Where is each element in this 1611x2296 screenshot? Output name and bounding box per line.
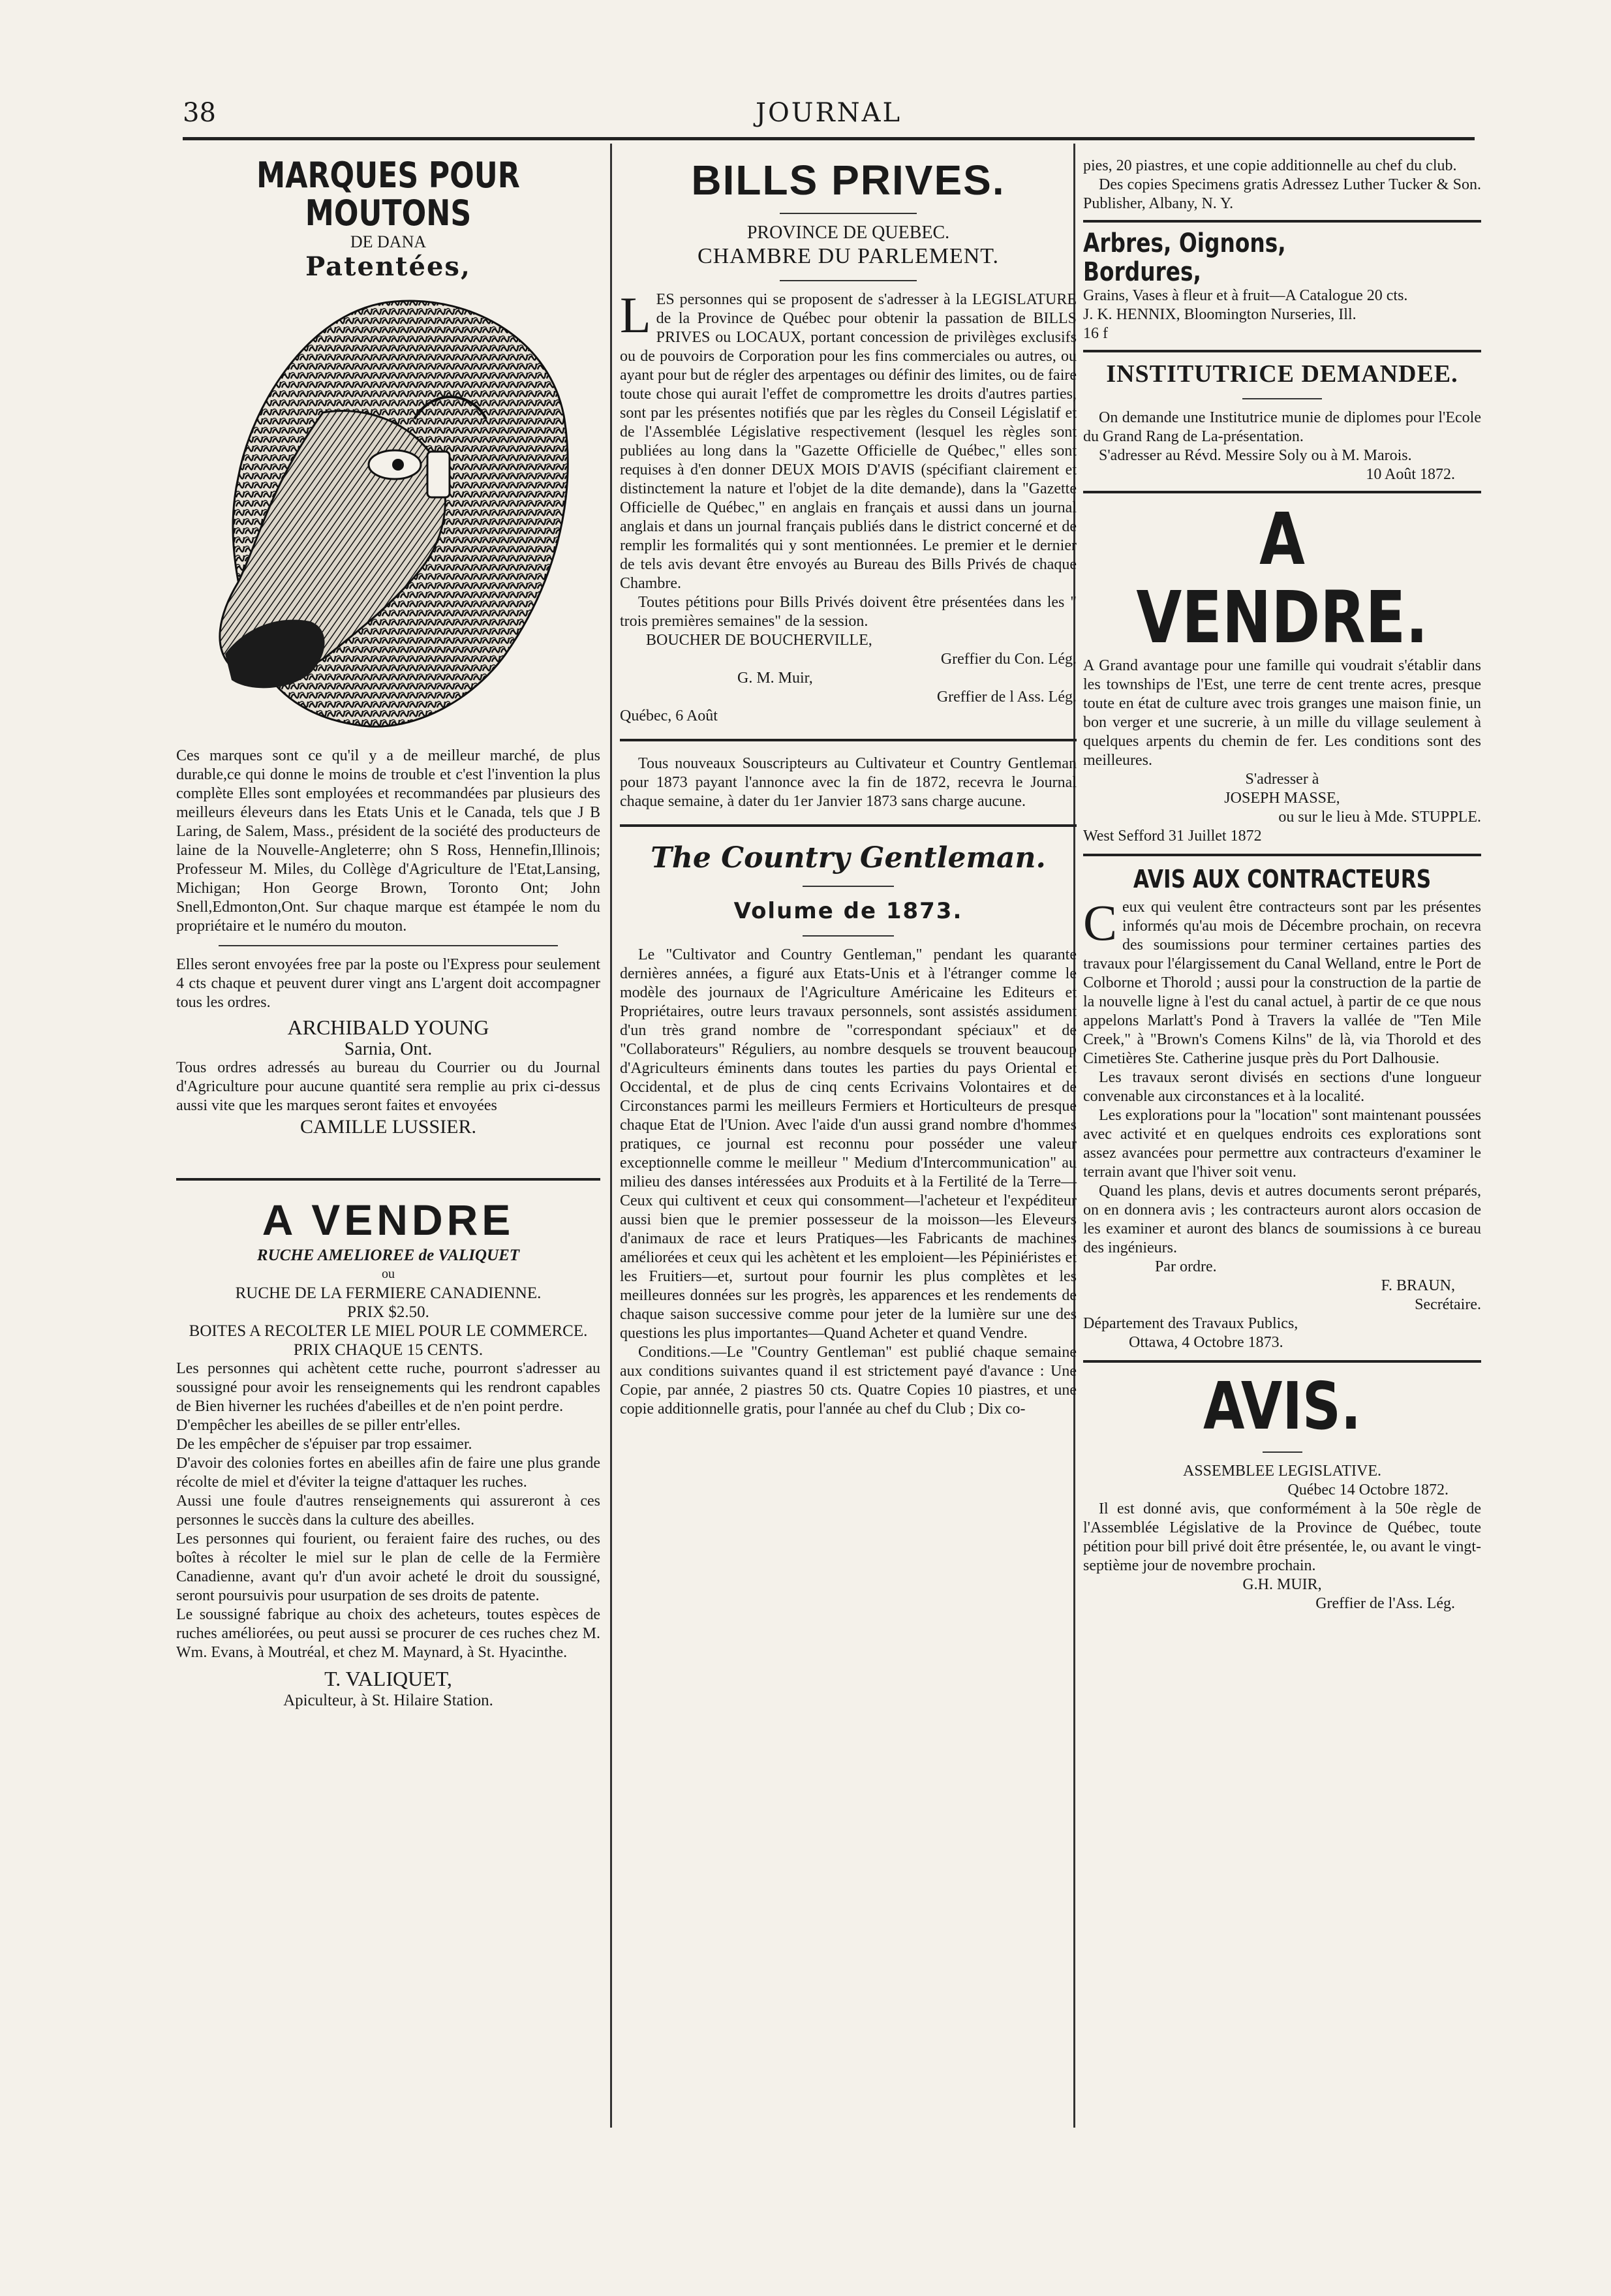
ad-title: A VENDRE [262, 1196, 515, 1244]
ad-body: Les travaux seront divisés en sections d'une longueur convenable aux circonstances et à la localité. [1083, 1069, 1481, 1105]
ad-line: PRIX $2.50. [347, 1303, 429, 1321]
section-divider [1083, 220, 1481, 223]
drop-cap: C [1083, 894, 1118, 951]
farm-sale-ad [1083, 497, 1481, 846]
ad-subtitle: DE DANA [350, 232, 427, 251]
divider [1263, 1451, 1302, 1453]
sheep-head-illustration [199, 288, 577, 739]
signature-title: Apiculteur, à St. Hilaire Station. [283, 1692, 493, 1709]
divider [780, 280, 917, 281]
ad-body: Les personnes qui fourient, ou feraient faire des ruches, ou des boîtes à récolter le miel sur le plan de celle de la Fermière Canadienne, avant qu'r d'un avoir acheté le droit du soussigné, seront poursuivis pour usurpation de ses droits de patente. [176, 1530, 600, 1604]
section-divider [1083, 854, 1481, 856]
signature: BOUCHER DE BOUCHERVILLE, [646, 632, 872, 649]
section-divider [176, 1178, 600, 1181]
ad-title: BILLS PRIVES. [691, 157, 1005, 204]
ad-body: De les empêcher de s'épuiser par trop essaimer. [176, 1436, 472, 1453]
ad-body: Les personnes qui achètent cette ruche, pourront s'adresser au soussigné pour avoir les renseignements qui les rendront capables de Bien hiverner les ruchées d'abeilles et de n'en point perdre. [176, 1360, 600, 1415]
page-header [183, 98, 1475, 140]
ad-body: Le "Cultivator and Country Gentleman," pendant les quarante dernières années, a figuré aux Etats-Unis et à l'étranger comme le modèle des journaux de l'Agriculture Américaine les Editeurs et Propriétaires, outre leurs travaux personnels, sont assistés assidument d'un très grand nombre de "correspondant spéciaux" et de "Collaborateurs" Réguliers, au nombre desquels se trouvent beaucoup d'Agriculteurs éminents dans toutes les parties du pays Oriental et Occidental, et de plus de cinq cents Ecrivains Volontaires et de Circonstances parmi les meilleurs Fermiers et Horticulteurs de presque chaque Etat de l'Union. Avec l'aide d'un aussi grand nombre d'hommes pratiques, ce journal est reconnu pour posséder une valeur exceptionnelle comme le meilleur " Medium d'Intercommunication" au milieu des danses intéressées aux Produits et à la Fertilité de la Terre—Ceux qui cultivent et ceux qui consomment—l'acheteur et l'expéditeur aussi bien que le premier possesseur de la moisson—les Eleveurs d'animaux de race et leurs Pratiques—les Fabricants de machines améliorées et ceux qui les achètent et les emploient—les Pépiniéristes et les Fruitiers—et, surtout pour fournir les plus complètes et les meilleures données sur les progrès, les apparences et les rendements de chaque saison successive comme pour jeter de la lumière sur une des questions les plus importantes—Quand Acheter et quand Vendre. [620, 946, 1077, 1342]
ad-body: D'avoir des colonies fortes en abeilles afin de faire une plus grande récolte de miel et d'éviter la teigne d'attaquer les ruches. [176, 1455, 600, 1491]
divider [219, 945, 558, 946]
ad-line: ou [382, 1267, 395, 1281]
ad-body: Il est donné avis, que conformément à la 50e règle de l'Assemblée Législative de la Province de Québec, toute pétition pour bill privé doit être présentée, le, ou avant le vingt-septième jour de novembre prochain. [1083, 1500, 1481, 1574]
teacher-wanted-ad [1083, 359, 1481, 484]
ad-body: eux qui veulent être contracteurs sont par les présentes informés qu'au mois de Décembre prochain, on recevra des soumissions pour terminer certaines parties des travaux pour l'élargissement du Canal Welland, entre le Port de Colborne et Thorold ; aussi pour la construction de la partie de la nouvelle ligne à l'est du canal actuel, à partir de ce que nous appelons Marlatt's Pond à Travers la vallée de "Ten Mile Creek," à "Brown's Comens Kilns" de là, via Thorold et des Cimetières Ste. Catherine jusque près du Port Dalhousie. [1083, 899, 1481, 1067]
ad-ref: 16 f [1083, 325, 1108, 342]
contractors-notice [1083, 864, 1481, 1352]
legislative-notice [1083, 1368, 1481, 1613]
divider [780, 213, 917, 214]
section-divider [620, 824, 1077, 827]
section-divider [1083, 491, 1481, 493]
ad-title: AVIS AUX CONTRACTEURS [1133, 865, 1432, 893]
ear-tag-icon [427, 452, 450, 497]
continued-text: Des copies Specimens gratis Adressez Luther Tucker & Son. Publisher, Albany, N. Y. [1083, 176, 1481, 212]
column-middle [620, 157, 1077, 1419]
ad-body: Ces marques sont ce qu'il y a de meilleur marché, de plus durable,ce qui donne le moins de trouble et c'est l'invention la plus complète Elles sont employées et recommandées par plusieurs des meilleurs éleveurs dans les Etats Unis et le Canada, tels que J B Laring, de Salem, Mass., président de la société des producteurs de laine de la Nouvelle-Angleterre; ohn S Ross, Hennefin,Illinois; Professeur M. Miles, du Collège d'Agriculture de l'Etat,Lansing, Michigan; Hon George Brown, Toronto Ont; John Snell,Edmonton,Ont. Sur chaque marque est étampée le nom du propriétaire et le numéro du mouton. [176, 747, 600, 935]
ad-title: Arbres, Oignons, Bordures, [1083, 228, 1286, 287]
ad-body: A Grand avantage pour une famille qui voudrait s'établir dans les townships de l'Est, une terre de cent trente acres, presque toute en état de culture avec trois granges une maison finie, un bon verger et une sucrerie, à un mille du village seulement à quelques arpents du chemin de fer. Les conditions sont des meilleures. [1083, 657, 1481, 769]
dateline: 10 Août 1872. [1366, 466, 1455, 483]
dateline: Québec, 6 Août [620, 707, 718, 724]
ad-body: S'adresser au Révd. Messire Soly ou à M. Marois. [1099, 447, 1412, 464]
column-rule [610, 144, 612, 2128]
continued-text: pies, 20 piastres, et une copie additionnelle au chef du club. [1083, 157, 1457, 174]
divider [803, 935, 894, 937]
ad-title: INSTITUTRICE DEMANDEE. [1106, 360, 1458, 388]
ad-title: MARQUES POUR MOUTONS [256, 155, 520, 234]
patent-label: Patentées, [305, 251, 471, 282]
ad-body: Aussi une foule d'autres renseignements qui assureront à ces personnes le succès dans la culture des abeilles. [176, 1493, 600, 1528]
ad-body: J. K. HENNIX, Bloomington Nurseries, Ill. [1083, 306, 1357, 323]
column-left [176, 157, 600, 1710]
ad-body: Quand les plans, devis et autres documents seront préparés, on en donnera avis ; les contracteurs auront alors occasion de les examiner et auront des blancs de soumissions à ce bureau des ingénieurs. [1083, 1183, 1481, 1256]
signature-title: Greffier du Con. Lég. [940, 651, 1077, 668]
chamber-line: CHAMBRE DU PARLEMENT. [697, 244, 1000, 268]
sheep-marks-ad [176, 157, 600, 1139]
ad-body: D'empêcher les abeilles de se piller entr'elles. [176, 1417, 461, 1434]
private-bills-ad [620, 157, 1077, 726]
ad-title: A VENDRE. [1136, 497, 1428, 659]
signature: ARCHIBALD YOUNG [287, 1016, 489, 1039]
address-line: ou sur le lieu à Mde. STUPPLE. [1278, 809, 1481, 826]
ad-line: RUCHE AMELIOREE de VALIQUET [256, 1247, 520, 1264]
dateline: West Sefford 31 Juillet 1872 [1083, 828, 1262, 845]
volume-line: Volume de 1873. [733, 898, 963, 924]
signature-title: Greffier de l'Ass. Lég. [1315, 1595, 1455, 1612]
signature: G. M. Muir, [737, 670, 813, 687]
ad-body: Toutes pétitions pour Bills Privés doivent être présentées dans les " trois premières semaines" de la session. [620, 594, 1077, 630]
signature-title: Secrétaire. [1415, 1296, 1481, 1313]
ad-body: ES personnes qui se proposent de s'adresser à la LEGISLATURE de la Province de Québec pour obtenir la passation de BILLS PRIVES ou LOCAUX, portant concession de privilèges exclusifs ou de pouvoirs de Corporation pour les fins commerciales ou autres, ou ayant pour but de régler des arpentages ou définir des limites, ou de faire toute chose qui aurait l'effet de compromettre les droits d'autres parties, sont par les présentes notifiés que par les règles du Conseil Législatif et de l'Assemblée Législative respectivement (lesquel les règles sont publiées au long dans la "Gazette Officielle de Québec," elles sont requises à d'en donner DEUX MOIS D'AVIS (spécifiant clairement et distinctement la nature et l'objet de la dite demande), dans la "Gazette Officielle de Québec," en anglais en français et aussi dans un journal anglais et dans un journal français publiés dans le district concerné et de remplir les formalités qui y sont mentionnées. Le premier et le dernier de tels avis devant être envoyés au Bureau des Bills Privés de chaque Chambre. [620, 291, 1077, 592]
divider [1242, 398, 1322, 399]
ad-line: BOITES A RECOLTER LE MIEL POUR LE COMMERCE. [189, 1322, 588, 1340]
drop-cap: L [620, 287, 651, 343]
dateline: Ottawa, 4 Octobre 1873. [1129, 1334, 1283, 1351]
ad-body: On demande une Institutrice munie de diplomes pour l'Ecole du Grand Rang de La-présentation. [1083, 409, 1481, 445]
department-line: Département des Travaux Publics, [1083, 1315, 1298, 1332]
page-number: 38 [183, 98, 216, 128]
ad-title: AVIS. [1203, 1368, 1362, 1444]
beehive-sale-ad [176, 1194, 600, 1710]
column-right [1083, 157, 1481, 1613]
address-line: JOSEPH MASSE, [1224, 790, 1340, 807]
section-divider [620, 739, 1077, 741]
province-line: PROVINCE DE QUEBEC. [746, 223, 950, 243]
signature: CAMILLE LUSSIER. [300, 1116, 476, 1138]
signature: T. VALIQUET, [324, 1667, 452, 1690]
ad-body: Les explorations pour la "location" sont maintenant poussées avec activité et en quelques endroits ces explorations sont assez avancées pour permettre aux contracteurs d'examiner le terrain avant que l'hiver soit venu. [1083, 1107, 1481, 1181]
section-divider [1083, 1360, 1481, 1363]
ad-title: The Country Gentleman. [651, 841, 1046, 875]
ad-body: Elles seront envoyées free par la poste ou l'Express pour seulement 4 cts chaque et peuvent durer vingt ans L'argent doit accompagner tous les ordres. [176, 956, 600, 1011]
order-line: Par ordre. [1155, 1258, 1217, 1275]
ad-body: Grains, Vases à fleur et à fruit—A Catalogue 20 cts. [1083, 287, 1408, 304]
country-gentleman-ad [620, 840, 1077, 1419]
ad-line: RUCHE DE LA FERMIERE CANADIENNE. [235, 1284, 542, 1302]
signature-title: Greffier de l Ass. Lég. [936, 689, 1077, 706]
ad-line: PRIX CHAQUE 15 CENTS. [293, 1341, 483, 1359]
ad-body: Tous ordres adressés au bureau du Courrier ou du Journal d'Agriculture pour aucune quantité sera remplie au prix ci-dessus aussi vite que les marques seront faites et envoyées [176, 1059, 600, 1114]
ad-body: Le soussigné fabrique au choix des acheteurs, toutes espèces de ruches améliorées, ou peut aussi se procurer de ces ruches chez M. Wm. Evans, à Moutréal, et chez M. Maynard, à St. Hyacinthe. [176, 1606, 600, 1661]
section-divider [1083, 350, 1481, 352]
subscriber-notice: Tous nouveaux Souscripteurs au Cultivateur et Country Gentleman pour 1873 payant l'annonce avec la fin de 1872, recevra le Journal chaque semaine, à dater du 1er Janvier 1873 sans charge aucune. [620, 755, 1077, 810]
ad-subtitle: ASSEMBLEE LEGISLATIVE. [1183, 1463, 1381, 1480]
signature: F. BRAUN, [1381, 1277, 1455, 1294]
trees-ad [1083, 229, 1481, 343]
address-line: S'adresser à [1245, 771, 1319, 788]
place: Sarnia, Ont. [344, 1039, 433, 1059]
divider [803, 886, 894, 887]
running-title: JOURNAL [755, 98, 902, 128]
signature: G.H. MUIR, [1242, 1576, 1322, 1593]
dateline: Québec 14 Octobre 1872. [1287, 1482, 1449, 1498]
ad-body: Conditions.—Le "Country Gentleman" est publié chaque semaine aux conditions suivantes quand il est strictement payé d'avance : Une Copie, par année, 2 piastres 50 cts. Quatre Copies 10 piastres, et une copie additionnelle gratis, pour l'année au chef du Club ; Dix co- [620, 1344, 1077, 1418]
